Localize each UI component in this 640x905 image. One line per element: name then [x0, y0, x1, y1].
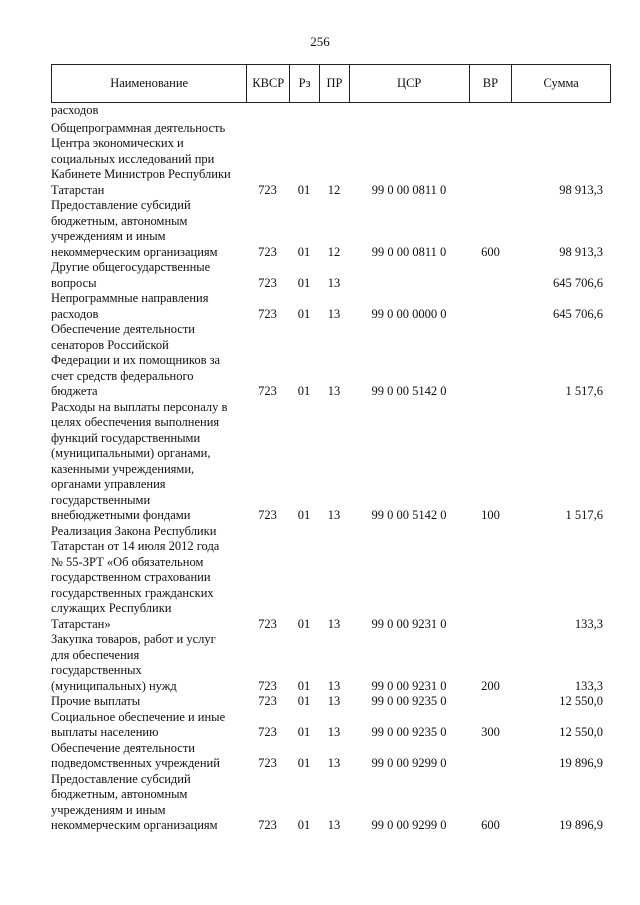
cell-rz: 01 — [297, 678, 311, 693]
cell-kvsr: 723 — [258, 678, 277, 693]
row-name-line: государственных гражданских — [51, 585, 214, 600]
row-name-line: расходов — [51, 306, 99, 321]
row-name — [51, 524, 246, 633]
cell-pr: 12 — [327, 244, 341, 259]
row-name-line: государственных — [51, 663, 142, 677]
cell-kvsr: 723 — [258, 244, 277, 259]
row-name-line: государственном страховании — [51, 570, 211, 584]
row-name — [51, 103, 246, 119]
table-row — [51, 103, 611, 119]
row-name-line: Предоставление субсидий — [51, 771, 191, 786]
row-name-line: социальных исследований при — [51, 151, 215, 166]
header-vr: ВР — [469, 65, 512, 102]
row-name-line: Федерации и их помощников за — [51, 353, 221, 367]
row-name-line: Другие общегосударственные — [51, 260, 211, 274]
cell-kvsr: 723 — [258, 694, 277, 708]
row-name-line: бюджета — [51, 384, 98, 398]
row-name — [51, 694, 246, 710]
row-name-line: Социальное обеспечение и иные — [51, 709, 226, 724]
row-name-line: Татарстан от 14 июля 2012 года — [51, 539, 220, 553]
row-name — [51, 121, 246, 199]
cell-kvsr: 723 — [258, 275, 277, 290]
cell-pr: 13 — [327, 678, 341, 693]
row-name-line: некоммерческим организациям — [51, 244, 218, 259]
row-name — [51, 198, 246, 260]
row-name-line: для обеспечения — [51, 647, 140, 662]
row-name-line: Расходы на выплаты персоналу в — [51, 399, 228, 414]
cell-pr: 13 — [327, 275, 341, 290]
header-rz: Рз — [289, 65, 319, 102]
page-number: 256 — [310, 34, 330, 49]
cell-pr: 13 — [327, 508, 341, 522]
row-name-line: некоммерческим организациям — [51, 818, 218, 832]
cell-csr: 99 0 00 9235 0 — [371, 725, 447, 739]
cell-vr: 100 — [481, 508, 500, 522]
cell-vr: 300 — [481, 725, 500, 739]
row-name — [51, 400, 246, 524]
cell-pr: 13 — [327, 694, 341, 708]
cell-pr: 13 — [327, 818, 341, 832]
table-header — [51, 64, 611, 103]
cell-sum: 19 896,9 — [559, 756, 603, 770]
cell-rz: 01 — [297, 508, 311, 522]
cell-vr: 600 — [481, 244, 500, 259]
cell-vr: 600 — [481, 818, 500, 832]
table-row — [51, 741, 611, 772]
cell-kvsr: 723 — [258, 306, 277, 321]
cell-csr: 99 0 00 0000 0 — [371, 306, 447, 321]
cell-sum: 19 896,9 — [559, 818, 603, 832]
cell-sum: 645 706,6 — [553, 275, 603, 290]
row-name-line: Татарстан» — [51, 616, 111, 631]
row-name-line: Татарстан — [51, 182, 105, 197]
header-sum: Сумма — [511, 65, 610, 102]
table-row — [51, 198, 611, 260]
cell-csr: 99 0 00 5142 0 — [371, 508, 447, 522]
table-body — [51, 103, 611, 834]
cell-kvsr: 723 — [258, 818, 277, 832]
row-name-line: Общепрограммная деятельность — [51, 120, 226, 135]
row-name-line: служащих Республики — [51, 601, 172, 615]
cell-pr: 12 — [327, 182, 341, 197]
cell-csr: 99 0 00 9231 0 — [371, 678, 447, 693]
row-name — [51, 632, 246, 694]
row-name-line: казенными учреждениями, — [51, 461, 195, 476]
cell-sum: 12 550,0 — [559, 725, 603, 739]
cell-csr: 99 0 00 9299 0 — [371, 818, 447, 832]
row-name-line: учреждениям и иным — [51, 802, 166, 817]
cell-rz: 01 — [297, 818, 311, 832]
cell-csr: 99 0 00 9235 0 — [371, 694, 447, 708]
cell-kvsr: 723 — [258, 384, 277, 398]
row-name-line: Реализация Закона Республики — [51, 523, 217, 538]
cell-sum: 1 517,6 — [565, 508, 603, 522]
table-row — [51, 260, 611, 291]
row-name-line: бюджетным, автономным — [51, 213, 188, 228]
cell-sum: 98 913,3 — [559, 182, 603, 197]
row-name-line: государственными — [51, 492, 151, 507]
row-name-line: расходов — [51, 103, 99, 117]
table-row — [51, 632, 611, 694]
header-name: Наименование — [110, 76, 189, 90]
row-name-line: Прочие выплаты — [51, 694, 141, 708]
row-name-line: бюджетным, автономным — [51, 787, 188, 801]
row-name-line: сенаторов Российской — [51, 337, 169, 352]
cell-rz: 01 — [297, 384, 311, 398]
row-name-line: учреждениям и иным — [51, 229, 166, 243]
row-name-line: Обеспечение деятельности — [51, 740, 196, 755]
row-name-line: органами управления — [51, 477, 166, 491]
cell-sum: 133,3 — [574, 616, 603, 631]
table-row — [51, 710, 611, 741]
row-name-line: Закупка товаров, работ и услуг — [51, 632, 216, 646]
table-row — [51, 694, 611, 710]
cell-rz: 01 — [297, 725, 311, 739]
row-name — [51, 291, 246, 322]
cell-rz: 01 — [297, 244, 311, 259]
row-name — [51, 710, 246, 741]
header-csr: ЦСР — [349, 65, 469, 102]
cell-sum: 1 517,6 — [565, 384, 603, 398]
row-name-line: счет средств федерального — [51, 368, 194, 383]
table-row — [51, 291, 611, 322]
cell-kvsr: 723 — [258, 616, 277, 631]
table-row — [51, 121, 611, 199]
cell-rz: 01 — [297, 306, 311, 321]
cell-csr: 99 0 00 5142 0 — [371, 384, 447, 398]
row-name-line: Предоставление субсидий — [51, 198, 191, 212]
row-name-line: внебюджетными фондами — [51, 508, 191, 522]
cell-rz: 01 — [297, 275, 311, 290]
cell-rz: 01 — [297, 756, 311, 770]
row-name-line: функций государственными — [51, 430, 201, 445]
row-name-line: подведомственных учреждений — [51, 756, 220, 770]
row-name — [51, 322, 246, 400]
cell-sum: 645 706,6 — [553, 306, 603, 321]
cell-rz: 01 — [297, 182, 311, 197]
cell-kvsr: 723 — [258, 725, 277, 739]
table-row — [51, 322, 611, 400]
table-row — [51, 772, 611, 834]
cell-csr: 99 0 00 0811 0 — [371, 244, 447, 259]
cell-kvsr: 723 — [258, 756, 277, 770]
row-name-line: Непрограммные направления — [51, 291, 209, 305]
table-row — [51, 524, 611, 633]
row-name-line: (муниципальными) органами, — [51, 446, 211, 460]
row-name — [51, 772, 246, 834]
cell-vr: 200 — [481, 678, 500, 693]
header-pr: ПР — [319, 65, 349, 102]
cell-sum: 98 913,3 — [559, 244, 603, 259]
row-name-line: Обеспечение деятельности — [51, 322, 196, 336]
cell-pr: 13 — [327, 616, 341, 631]
header-kvsr: КВСР — [246, 65, 289, 102]
cell-csr: 99 0 00 9299 0 — [371, 756, 447, 770]
row-name — [51, 741, 246, 772]
row-name-line: вопросы — [51, 275, 97, 290]
cell-sum: 133,3 — [574, 678, 603, 693]
cell-pr: 13 — [327, 384, 341, 398]
row-name-line: (муниципальных) нужд — [51, 678, 177, 693]
table-row — [51, 400, 611, 524]
cell-kvsr: 723 — [258, 508, 277, 522]
row-name-line: выплаты населению — [51, 725, 159, 739]
cell-csr: 99 0 00 9231 0 — [371, 616, 447, 631]
cell-pr: 13 — [327, 756, 341, 770]
row-name-line: целях обеспечения выполнения — [51, 415, 220, 429]
row-name-line: Центра экономических и — [51, 136, 184, 150]
row-name-line: Кабинете Министров Республики — [51, 167, 231, 181]
cell-csr: 99 0 00 0811 0 — [371, 182, 447, 197]
row-name-line: № 55-ЗРТ «Об обязательном — [51, 554, 204, 569]
row-name — [51, 260, 246, 291]
cell-sum: 12 550,0 — [559, 694, 603, 708]
cell-rz: 01 — [297, 616, 311, 631]
cell-pr: 13 — [327, 306, 341, 321]
cell-kvsr: 723 — [258, 182, 277, 197]
cell-rz: 01 — [297, 694, 311, 708]
cell-pr: 13 — [327, 725, 341, 739]
